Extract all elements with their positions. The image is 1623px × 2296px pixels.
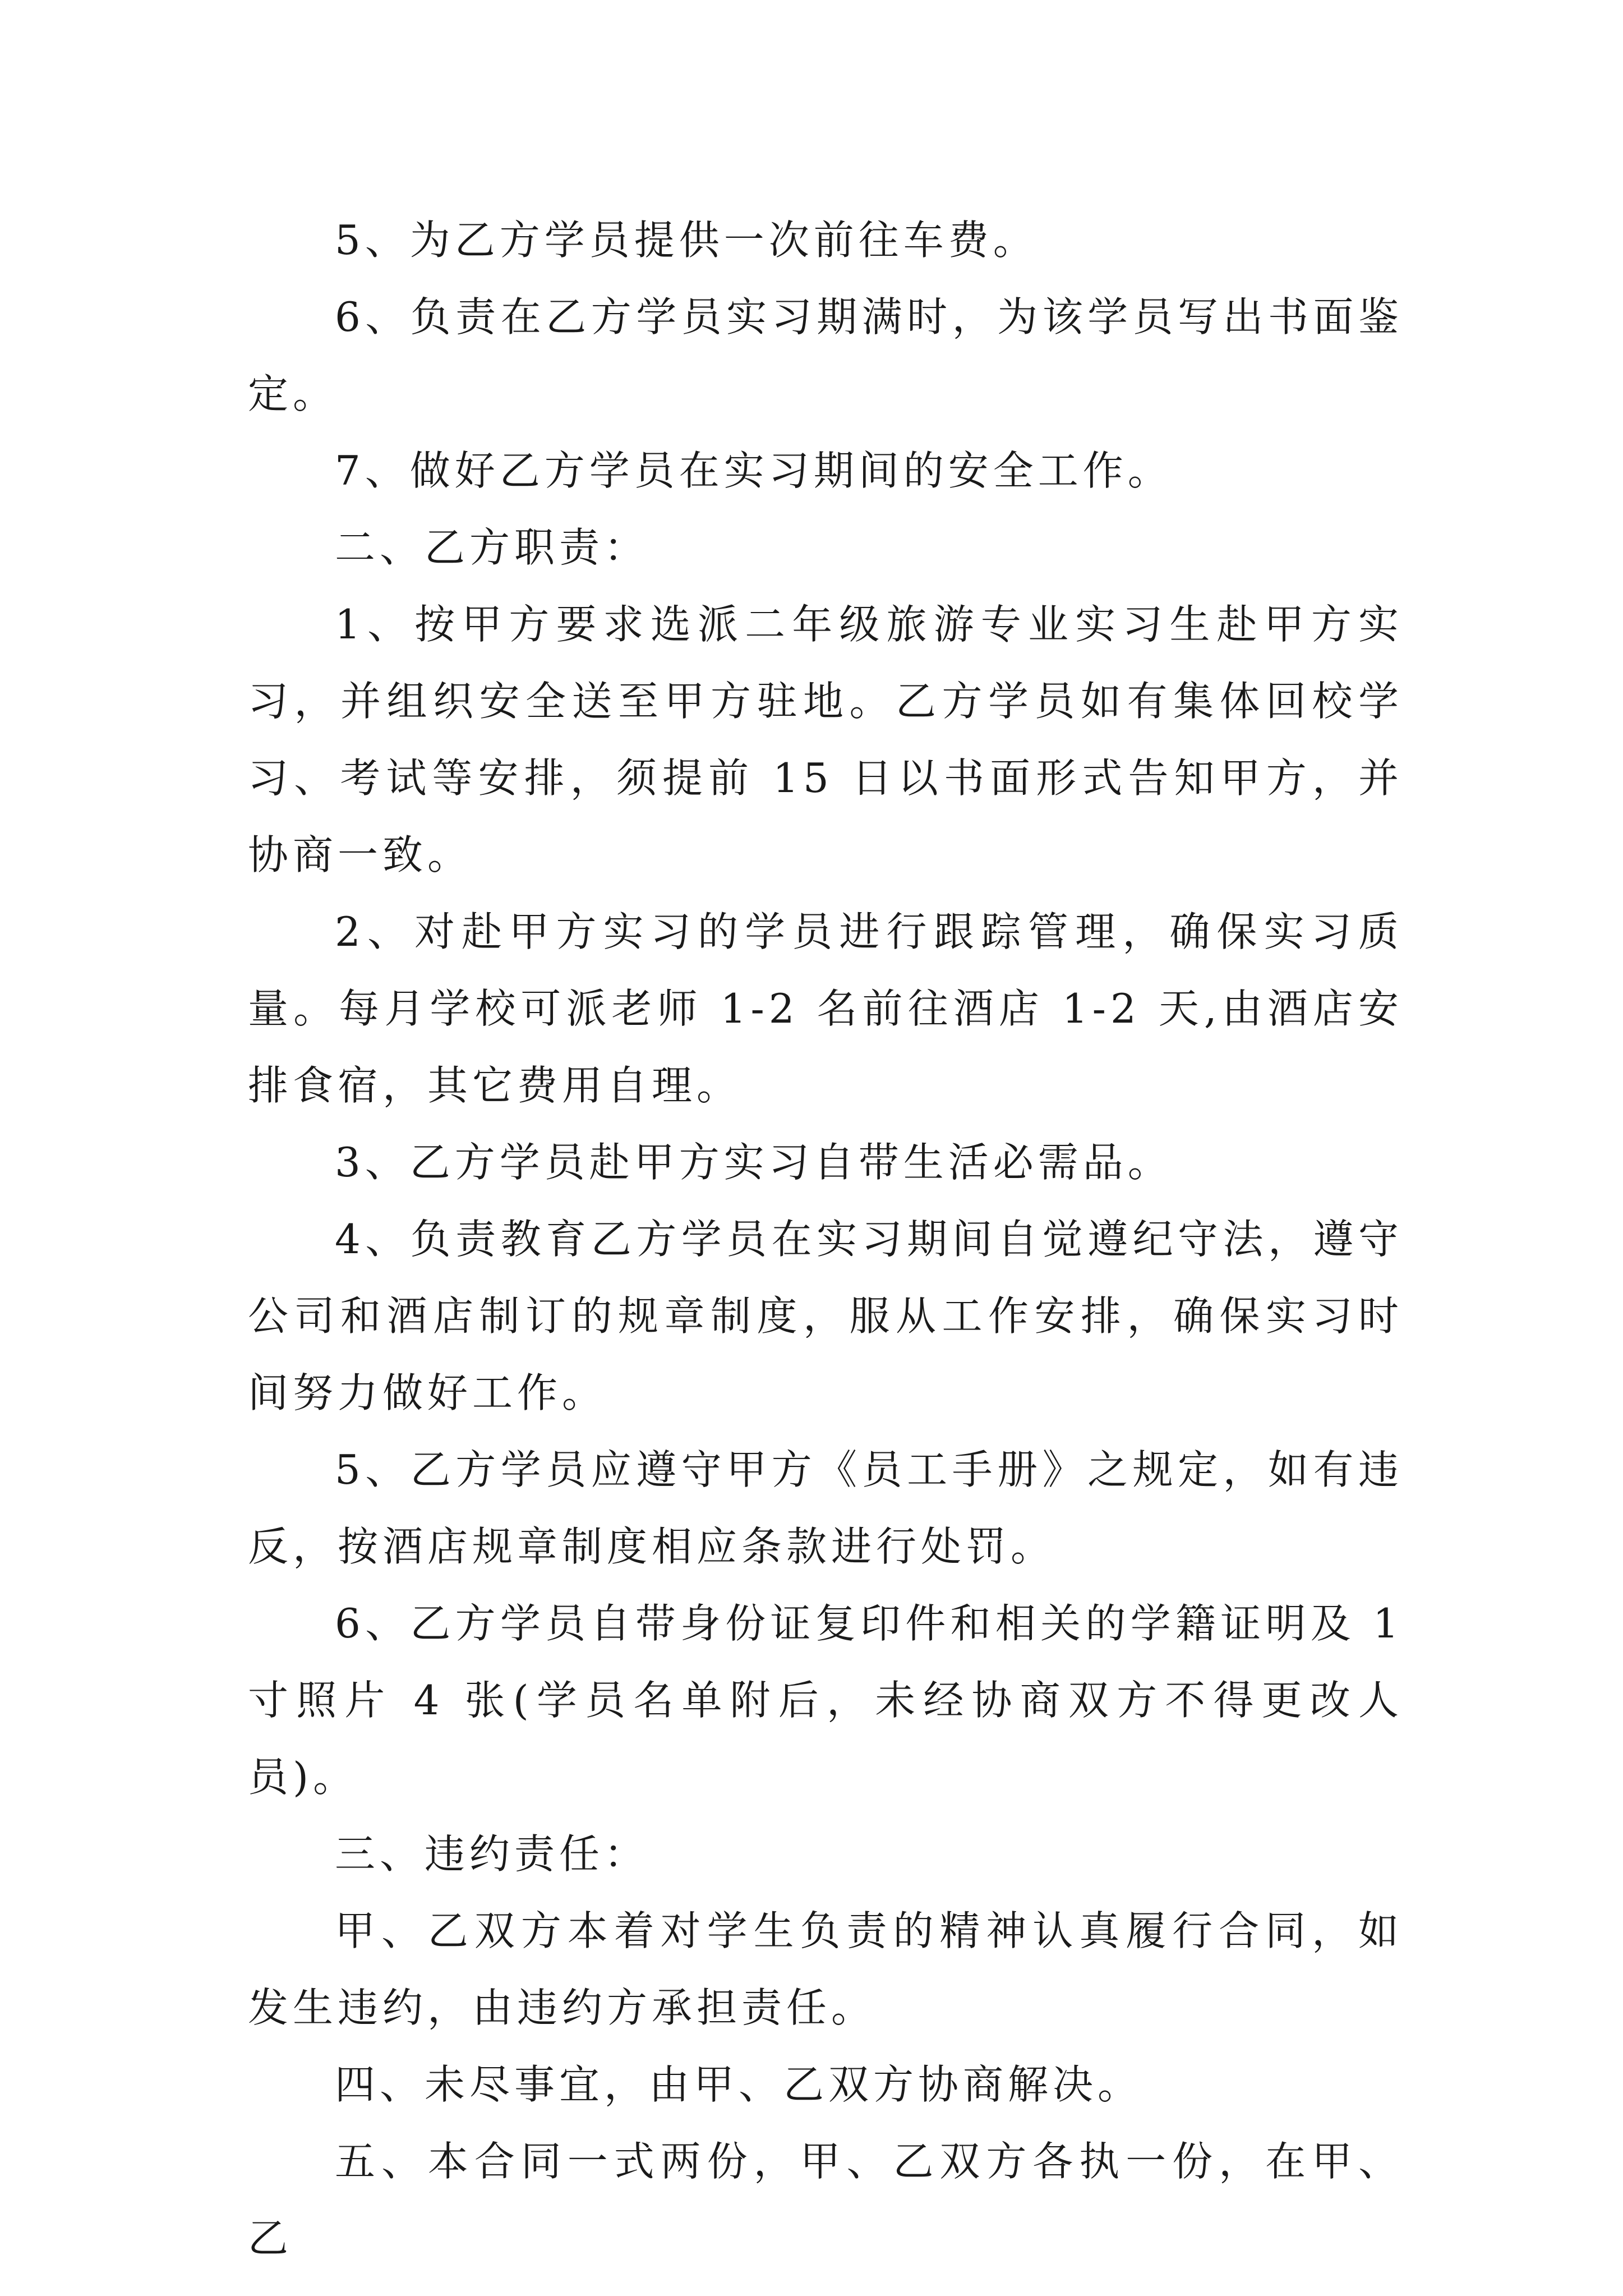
paragraph-duty-a-5: 5、为乙方学员提供一次前往车费。 <box>335 217 1038 264</box>
section-heading-breach-liability: 三、违约责任： <box>335 1830 649 1878</box>
paragraph-duty-a-6: 6、负责在乙方学员实习期满时，为该学员写出书面鉴定。 <box>248 293 1403 417</box>
paragraph-breach-liability: 甲、乙双方本着对学生负责的精神认真履行合同，如发生违约，由违约方承担责任。 <box>248 1907 1403 2031</box>
paragraph-duty-a-7: 7、做好乙方学员在实习期间的安全工作。 <box>335 447 1173 494</box>
paragraph-duty-b-2: 2、对赴甲方实习的学员进行跟踪管理，确保实习质量。每月学校可派老师 1-2 名前往酒店 1-2 天,由酒店安排食宿，其它费用自理。 <box>248 908 1403 1109</box>
document-body <box>248 202 1403 2277</box>
paragraph-duty-b-5: 5、乙方学员应遵守甲方《员工手册》之规定，如有违反，按酒店规章制度相应条款进行处罚。 <box>248 1446 1403 1570</box>
paragraph-duty-b-6: 6、乙方学员自带身份证复印件和相关的学籍证明及 1 寸照片 4 张(学员名单附后，未经协商双方不得更改人员)。 <box>248 1600 1403 1801</box>
paragraph-duty-b-4: 4、负责教育乙方学员在实习期间自觉遵纪守法，遵守公司和酒店制订的规章制度，服从工作安排，确保实习时间努力做好工作。 <box>248 1216 1403 1416</box>
paragraph-unresolved-matters: 四、未尽事宜，由甲、乙双方协商解决。 <box>335 2061 1143 2108</box>
paragraph-contract-copies: 五、本合同一式两份，甲、乙双方各执一份，在甲、乙 <box>248 2138 1403 2262</box>
paragraph-duty-b-3: 3、乙方学员赴甲方实习自带生活必需品。 <box>335 1139 1173 1186</box>
paragraph-duty-b-1: 1、按甲方要求选派二年级旅游专业实习生赴甲方实习，并组织安全送至甲方驻地。乙方学员如有集体回校学习、考试等安排，须提前 15 日以书面形式告知甲方，并协商一致。 <box>248 601 1403 878</box>
section-heading-party-b-duties: 二、乙方职责： <box>335 524 649 571</box>
